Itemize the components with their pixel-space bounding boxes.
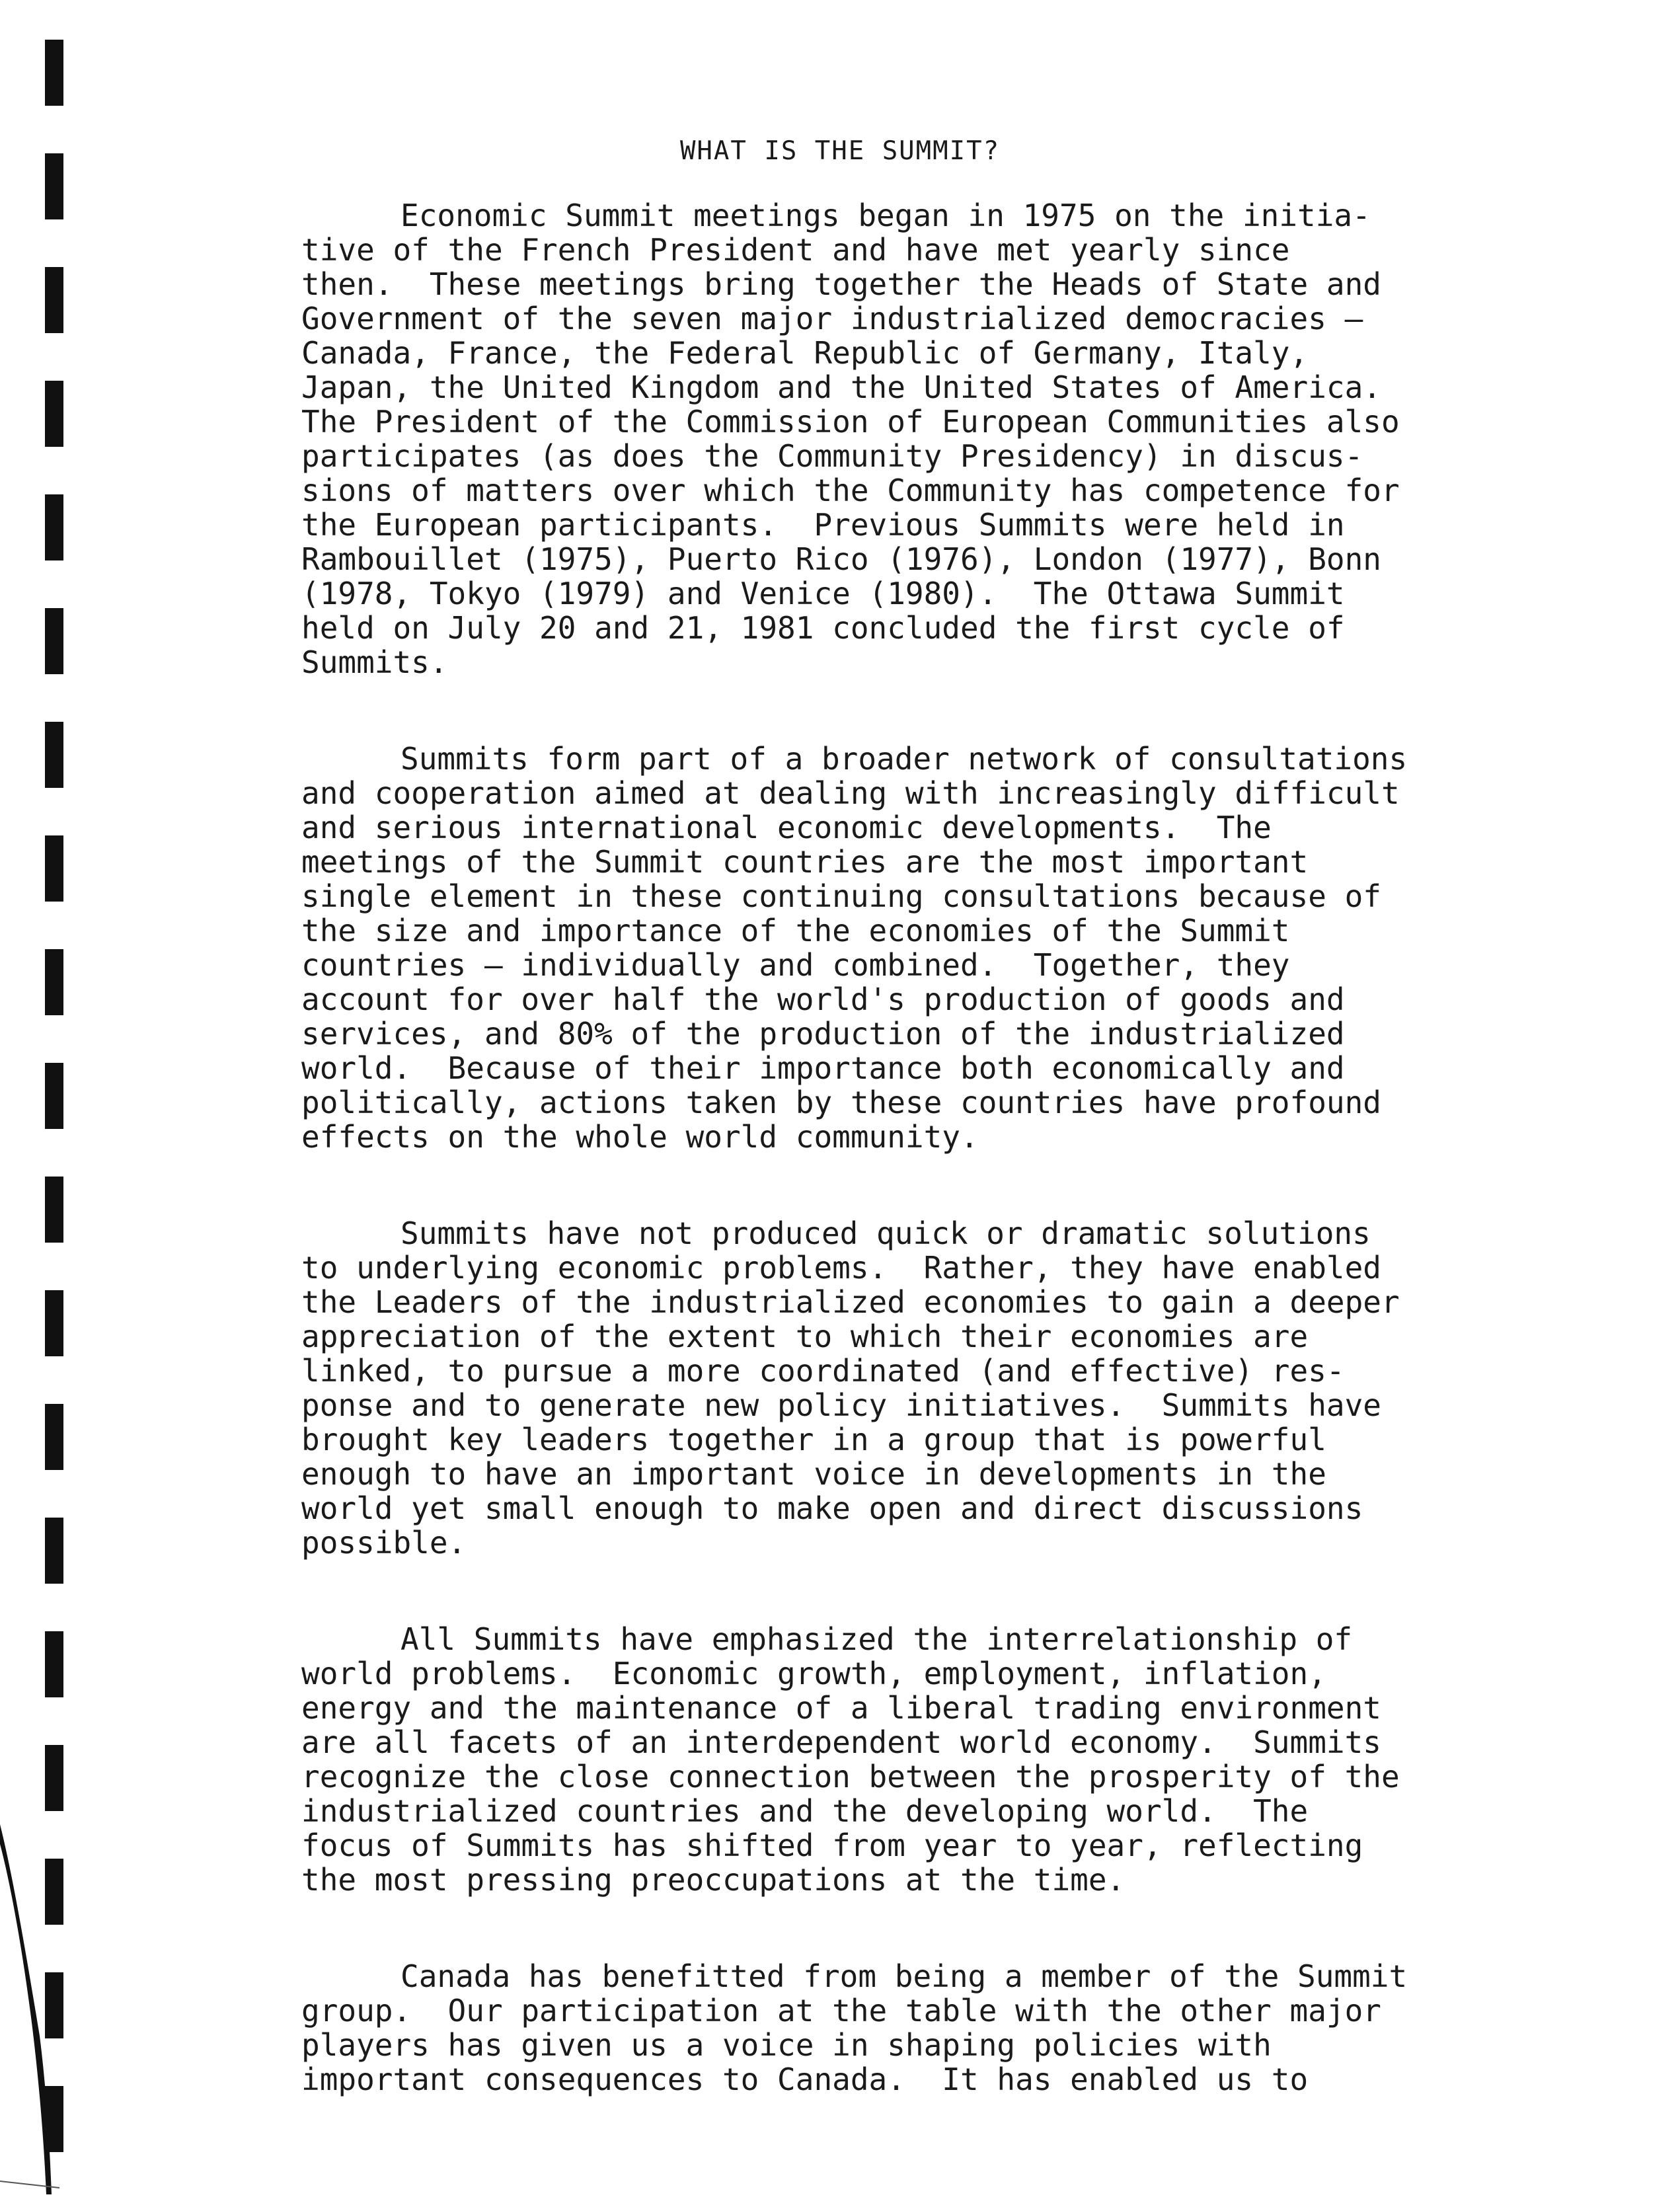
binding-mark xyxy=(45,494,63,560)
text-line: Government of the seven major industrialized democracies – xyxy=(301,301,1363,336)
text-line: brought key leaders together in a group that is powerful xyxy=(301,1422,1326,1457)
text-line: Rambouillet (1975), Puerto Rico (1976), London (1977), Bonn xyxy=(301,541,1381,577)
text-line: Canada, France, the Federal Republic of Germany, Italy, xyxy=(301,335,1309,371)
text-line: appreciation of the extent to which their economies are xyxy=(301,1319,1309,1354)
text-line: industrialized countries and the developing world. The xyxy=(301,1793,1309,1829)
binding-mark xyxy=(45,1404,63,1470)
text-line: world yet small enough to make open and direct discussions xyxy=(301,1490,1363,1526)
binding-mark xyxy=(45,40,63,106)
text-line: and serious international economic developments. The xyxy=(301,810,1272,845)
binding-mark xyxy=(45,1290,63,1356)
binding-mark xyxy=(45,608,63,674)
text-line: Summits have not produced quick or dramatic solutions xyxy=(401,1216,1371,1251)
binding-mark xyxy=(45,1518,63,1584)
text-line: account for over half the world's production of goods and xyxy=(301,982,1345,1017)
text-line: single element in these continuing consultations because of xyxy=(301,878,1381,914)
text-line: focus of Summits has shifted from year to year, reflecting xyxy=(301,1828,1363,1863)
text-line: enough to have an important voice in developments in the xyxy=(301,1456,1326,1492)
text-line: then. These meetings bring together the Heads of State and xyxy=(301,266,1381,302)
text-line: meetings of the Summit countries are the most important xyxy=(301,844,1309,880)
binding-mark xyxy=(45,1177,63,1243)
binding-mark xyxy=(45,381,63,447)
text-line: and cooperation aimed at dealing with increasingly difficult xyxy=(301,775,1400,811)
text-line: energy and the maintenance of a liberal trading environment xyxy=(301,1690,1381,1726)
text-line: ponse and to generate new policy initiatives. Summits have xyxy=(301,1387,1381,1423)
text-line: Economic Summit meetings began in 1975 on the initia- xyxy=(401,198,1371,233)
binding-mark xyxy=(45,1631,63,1697)
page-edge-shadow xyxy=(0,1824,59,2194)
binding-mark xyxy=(45,267,63,333)
text-line: Canada has benefitted from being a member of the Summit xyxy=(401,1958,1408,1994)
text-line: are all facets of an interdependent world economy. Summits xyxy=(301,1724,1381,1760)
binding-mark xyxy=(45,722,63,788)
text-line: sions of matters over which the Community has competence for xyxy=(301,473,1400,508)
binding-mark xyxy=(45,1745,63,1811)
text-line: countries – individually and combined. Together, they xyxy=(301,947,1290,983)
text-line: All Summits have emphasized the interrelationship of xyxy=(401,1621,1353,1657)
body-paragraph xyxy=(301,1622,1517,1897)
body-paragraph xyxy=(301,1216,1517,1560)
text-line: world problems. Economic growth, employment, inflation, xyxy=(301,1656,1326,1691)
body-paragraph xyxy=(301,198,1517,679)
text-line: linked, to pursue a more coordinated (and effective) res- xyxy=(301,1353,1345,1389)
text-line: world. Because of their importance both economically and xyxy=(301,1050,1345,1086)
text-line: effects on the whole world community. xyxy=(301,1119,979,1155)
binding-mark xyxy=(45,949,63,1015)
text-line: the European participants. Previous Summits were held in xyxy=(301,507,1345,543)
page-title: WHAT IS THE SUMMIT? xyxy=(679,136,1001,166)
body-paragraph xyxy=(301,742,1517,1154)
text-line: Japan, the United Kingdom and the United States of America. xyxy=(301,369,1381,405)
text-line: the most pressing preoccupations at the time. xyxy=(301,1862,1126,1898)
binding-mark xyxy=(45,1063,63,1129)
text-line: Summits. xyxy=(301,644,448,680)
body-paragraph xyxy=(301,1959,1517,2097)
text-line: held on July 20 and 21, 1981 concluded the first cycle of xyxy=(301,610,1345,646)
text-line: politically, actions taken by these countries have profound xyxy=(301,1085,1381,1120)
text-line: players has given us a voice in shaping policies with xyxy=(301,2027,1272,2063)
text-line: services, and 80% of the production of the industrialized xyxy=(301,1016,1345,1052)
text-line: the size and importance of the economies of the Summit xyxy=(301,913,1290,948)
text-line: (1978, Tokyo (1979) and Venice (1980). The Ottawa Summit xyxy=(301,576,1345,611)
text-line: to underlying economic problems. Rather, they have enabled xyxy=(301,1250,1381,1286)
text-line: important consequences to Canada. It has enabled us to xyxy=(301,2062,1309,2097)
text-line: recognize the close connection between the prosperity of the xyxy=(301,1759,1400,1795)
document-body xyxy=(301,198,1517,2159)
text-line: Summits form part of a broader network of consultations xyxy=(401,741,1408,777)
text-line: possible. xyxy=(301,1525,467,1561)
text-line: group. Our participation at the table with the other major xyxy=(301,1993,1381,2029)
binding-mark xyxy=(45,835,63,902)
text-line: tive of the French President and have met yearly since xyxy=(301,232,1290,268)
text-line: the Leaders of the industrialized economies to gain a deeper xyxy=(301,1284,1400,1320)
text-line: The President of the Commission of European Communities also xyxy=(301,404,1400,440)
text-line: participates (as does the Community Presidency) in discus- xyxy=(301,438,1363,474)
